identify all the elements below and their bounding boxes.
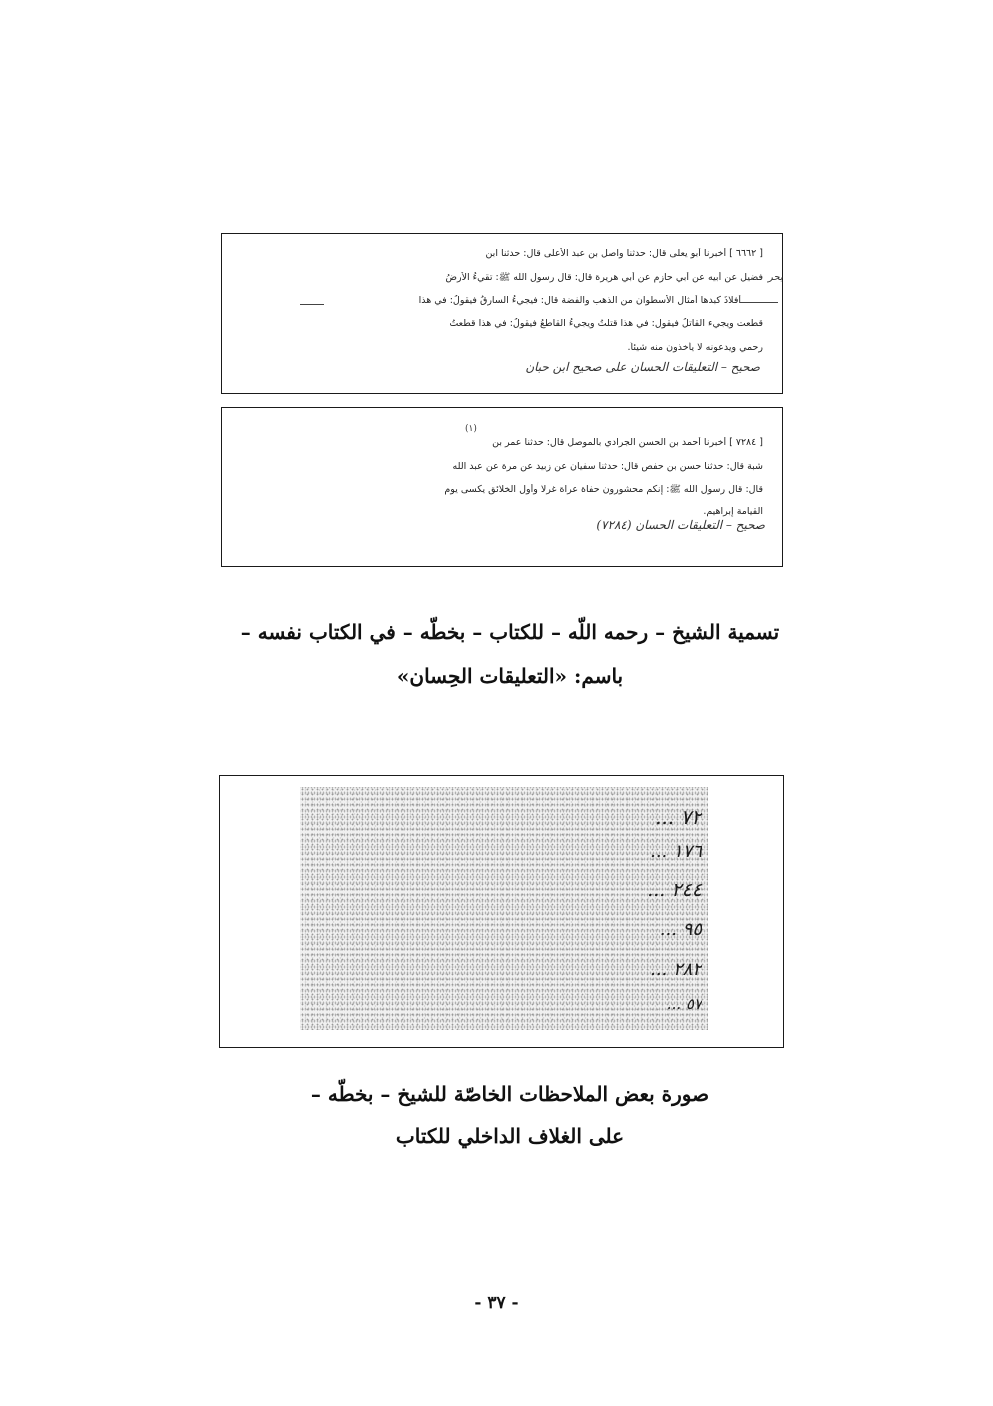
box1-line-3: أفلاذَ كبدها أمثال الأسطوان من الذهب والفضة قال: فيجيءُ السارقُ فيقولُ: في هذا [418,295,741,306]
box1-line-4: قطعت ويجيء القاتلُ فيقول: في هذا قتلتُ ويجيءُ القاطعُ فيقولُ: في هذا قطعتُ [449,318,763,329]
box1-line-2: فضيل عن أبيه عن أبي حازم عن أبي هريرة قال: قال رسول الله ﷺ: تقيءُ الأرضُ [445,272,763,283]
box1-strike-right [740,302,778,303]
page-number: - ٣٧ - [474,1293,519,1313]
box2-line-4: القيامة إبراهيم. [703,506,763,517]
box2-line-2: شبة قال: حدثنا حسن بن حفص قال: حدثنا سفيان عن زبيد عن مرة عن عبد الله [452,461,763,472]
scan-line-6: ٥٧ ... [666,995,702,1013]
handwritten-notes-scan [300,787,708,1030]
caption-2-line-2: على الغلاف الداخلي للكتاب [395,1124,625,1148]
scan-line-3: ٢٤٤ ... [647,879,702,901]
scan-line-1: ٧٢ ... [655,805,702,829]
box2-handwritten-note: صحيح – التعليقات الحسان (٧٢٨٤) [596,518,765,532]
box1-line-5: رحمي ويدعونه لا يأخذون منه شيئاً. [627,342,763,353]
box2-line-1: [ ٧٢٨٤ ] أخبرنا أحمد بن الحسن الجرادي بالموصل قال: حدثنا عمر بن [492,437,763,448]
box1-strike-left [300,304,324,305]
caption-1-line-1: تسمية الشيخ – رحمه اللّه – للكتاب – بخطّه – في الكتاب نفسه – [240,620,780,644]
scan-line-5: ٢٨٢ ... [650,959,702,980]
caption-1-line-2: باسم: «التعليقات الحِسان» [396,664,624,688]
caption-2-line-1: صورة بعض الملاحظات الخاصّة للشيخ – بخطّه – [310,1082,710,1106]
scan-line-4: ٩٥ ... [659,919,702,940]
box1-handwritten-note: صحيح – التعليقات الحسان على صحيح ابن حبان [525,360,760,374]
box1-side-note: بحر [768,272,783,283]
scan-line-2: ١٧٦ ... [650,841,702,862]
box1-line-1: [ ٦٦٦٢ ] أخبرنا أبو يعلى قال: حدثنا واصل بن عبد الأعلى قال: حدثنا ابن [485,248,763,259]
box2-line-3: قال: قال رسول الله ﷺ: إنكم محشورون حفاة عراة غرلا وأول الخلائق يكسى يوم [444,484,763,495]
box2-footnote-marker: (١) [465,424,477,434]
